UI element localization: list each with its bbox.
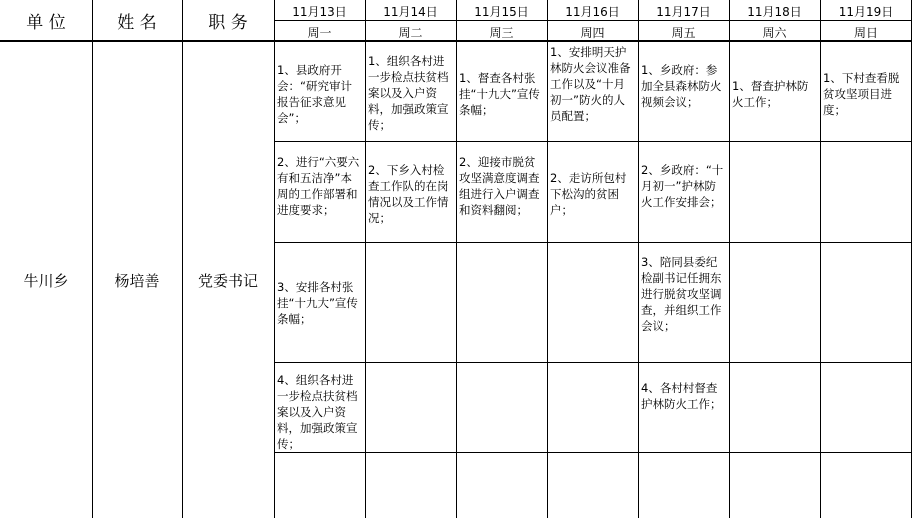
sun-task-1: 1、下村查看脱贫攻坚项目进度； [823,71,900,117]
name-value: 杨培善 [114,271,160,290]
thu-task-1: 1、安排明天护林防火会议准备工作以及“十月初一”防火的人员配置； [550,45,631,123]
grid-line-col-sat [729,0,730,518]
tue-task-2: 2、下乡入村检查工作队的在岗情况以及工作情况； [368,163,449,225]
wed-task-1: 1、督查各村张挂“十九大”宣传条幅； [459,71,540,117]
grid-line-col-mon [274,0,275,518]
grid-line-col-fri [638,0,639,518]
fri-task-4: 4、各村村督查护林防火工作； [641,381,722,411]
grid-line-date-divider [274,20,912,21]
fri-task-2: 2、乡政府：“十月初一”护林防火工作安排会； [641,163,724,209]
grid-line-row-4 [274,452,912,453]
date-fri: 11月17日 [656,5,711,19]
date-thu: 11月16日 [565,5,620,19]
wed-task-2: 2、迎接市脱贫攻坚满意度调查组进行入户调查和资料翻阅； [459,155,540,217]
tue-task-1: 1、组织各村进一步检点扶贫档案以及入户资料，加强政策宣传； [368,54,449,132]
grid-line-col-wed [456,0,457,518]
weekday-sun: 周日 [853,26,878,40]
fri-task-1: 1、乡政府：参加全县森林防火视频会议； [641,63,722,109]
weekday-sat: 周六 [762,26,787,40]
mon-task-3: 3、安排各村张挂“十九大”宣传条幅； [277,280,358,326]
grid-line-col-sun [820,0,821,518]
grid-line-row-1 [274,141,912,142]
header-unit: 单 位 [26,13,66,33]
mon-task-1: 1、县政府开会：“研究审计报告征求意见会”； [277,63,352,125]
unit-value: 牛川乡 [23,271,69,290]
weekday-mon: 周一 [307,26,332,40]
position-value: 党委书记 [197,271,258,290]
date-wed: 11月15日 [474,5,529,19]
date-sat: 11月18日 [747,5,802,19]
grid-line-col-position [182,0,183,518]
grid-line-col-tue [365,0,366,518]
header-position: 职 务 [208,13,248,33]
thu-task-2: 2、走访所包村下松沟的贫困户； [550,171,627,217]
grid-line-row-2 [274,242,912,243]
fri-task-3: 3、陪同县委纪检副书记任拥东进行脱贫攻坚调查，并组织工作会议； [641,255,722,333]
mon-task-4: 4、组织各村进一步检点扶贫档案以及入户资料，加强政策宣传； [277,373,358,451]
grid-line-col-thu [547,0,548,518]
grid-line-row-3 [274,362,912,363]
weekday-thu: 周四 [580,26,605,40]
sat-task-1: 1、督查护林防火工作； [732,79,809,109]
weekday-tue: 周二 [398,26,423,40]
mon-task-2: 2、进行“六要六有和五洁净”本周的工作部署和进度要求； [277,155,360,217]
grid-line-col-name [92,0,93,518]
date-sun: 11月19日 [838,5,894,19]
weekday-wed: 周三 [489,26,514,40]
date-mon: 11月13日 [292,5,347,19]
weekday-fri: 周五 [671,26,696,40]
date-tue: 11月14日 [383,5,438,19]
header-name: 姓 名 [117,13,157,33]
